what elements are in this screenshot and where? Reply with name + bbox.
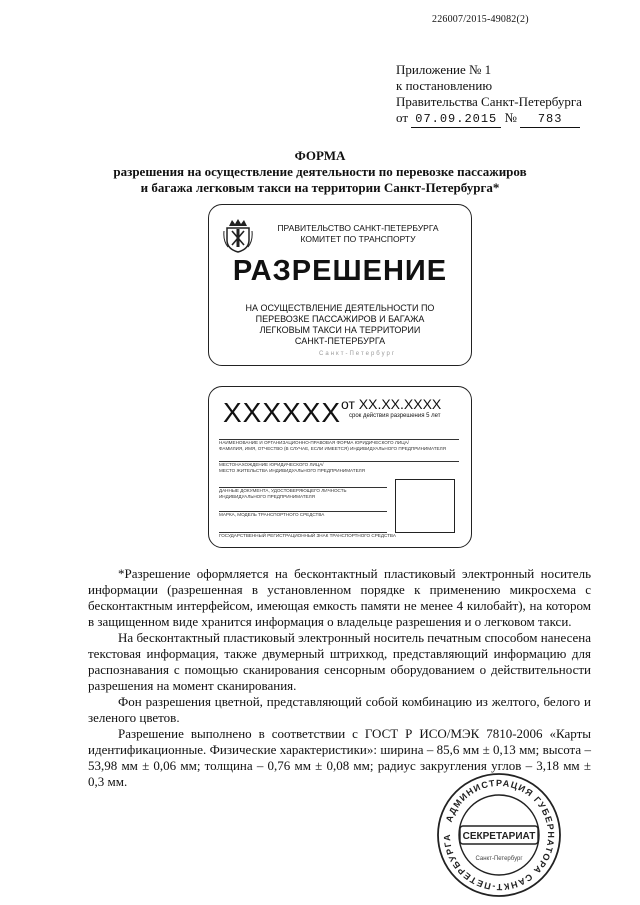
permit-card-front — [208, 204, 472, 366]
permit-desc-line-2: ПЕРЕВОЗКЕ ПАССАЖИРОВ И БАГАЖА — [255, 314, 425, 324]
document-number: 226007/2015-49082(2) — [432, 14, 529, 25]
field-address-line-2: МЕСТО ЖИТЕЛЬСТВА ИНДИВИДУАЛЬНОГО ПРЕДПРИНИМАТЕЛЯ — [219, 467, 365, 473]
field-id-document-line-1: ДАННЫЕ ДОКУМЕНТА, УДОСТОВЕРЯЮЩЕГО ЛИЧНОСТЬ — [219, 488, 347, 493]
appendix-line-3: Правительства Санкт-Петербурга — [396, 94, 582, 109]
coat-of-arms-icon — [223, 217, 253, 253]
form-title: ФОРМА — [294, 148, 346, 163]
permit-desc-line-3: ЛЕГКОВЫМ ТАКСИ НА ТЕРРИТОРИИ — [259, 325, 421, 335]
field-registration-plate: ГОСУДАРСТВЕННЫЙ РЕГИСТРАЦИОННЫЙ ЗНАК ТРАНСПОРТНОГО СРЕДСТВА — [219, 533, 396, 538]
photo-placeholder — [395, 479, 455, 533]
permit-desc-line-1: НА ОСУЩЕСТВЛЕНИЕ ДЕЯТЕЛЬНОСТИ ПО — [245, 303, 435, 313]
official-stamp — [436, 772, 562, 898]
form-subtitle-2: и багажа легковым такси на территории Санкт-Петербурга* — [140, 180, 500, 195]
appendix-date-line — [396, 110, 582, 128]
paragraph-3: Фон разрешения цветной, представляющий собой комбинацию из желтого, белого и зеленого цветов. — [88, 694, 591, 725]
appendix-line-2: к постановлению — [396, 78, 493, 93]
field-holder-name — [219, 440, 446, 451]
validity-period: срок действия разрешения 5 лет — [349, 413, 441, 419]
resolution-number: 783 — [520, 111, 580, 128]
permit-description — [229, 303, 451, 347]
permit-heading: РАЗРЕШЕНИЕ — [232, 255, 448, 287]
appendix-line-1: Приложение № 1 — [396, 62, 492, 77]
issuer-block — [253, 223, 463, 245]
issuer-government: ПРАВИТЕЛЬСТВО САНКТ-ПЕТЕРБУРГА — [277, 223, 439, 233]
stamp-center-text: СЕКРЕТАРИАТ — [462, 831, 536, 842]
stamp-ring-text: АДМИНИСТРАЦИЯ ГУБЕРНАТОРА САНКТ-ПЕТЕРБУРГА — [441, 777, 557, 893]
permit-card-back — [208, 386, 472, 548]
paragraph-4: Разрешение выполнено в соответствии с ГОСТ Р ИСО/МЭК 7810-2006 «Карты идентификационные. Физические характеристики»: ширина – 85,6 мм ± 0,13 мм; высота – 53,98 мм ± 0,06 мм; толщина – 0,76 мм ± 0,08 мм; радиус закругления углов – 3,18 мм ± 0,3 мм. — [88, 726, 591, 789]
field-address — [219, 462, 365, 473]
field-holder-name-line-2: ФАМИЛИЯ, ИМЯ, ОТЧЕСТВО (В СЛУЧАЕ, ЕСЛИ ИМЕЕТСЯ) ИНДИВИДУАЛЬНОГО ПРЕДПРИНИМАТЕЛЯ — [219, 445, 446, 451]
field-vehicle-model: МАРКА, МОДЕЛЬ ТРАНСПОРТНОГО СРЕДСТВА — [219, 512, 325, 517]
field-holder-name-line-1: НАИМЕНОВАНИЕ И ОРГАНИЗАЦИОННО-ПРАВОВАЯ ФОРМА ЮРИДИЧЕСКОГО ЛИЦА/ — [219, 440, 409, 445]
paragraph-1: *Разрешение оформляется на бесконтактный пластиковый электронный носитель информации (разрешенная в установленном порядке к применению микросхема с бесконтактным интерфейсом, имеющая емкость памяти не менее 4 килобайт), на котором в защищенном виде хранится информация о владельце разрешения и о легковом такси. — [88, 566, 591, 629]
from-label: от — [396, 110, 409, 125]
number-label: № — [504, 110, 517, 125]
permit-desc-line-4: САНКТ-ПЕТЕРБУРГА — [294, 336, 386, 346]
body-text — [88, 566, 591, 790]
appendix-block — [396, 62, 582, 128]
form-subtitle-1: разрешения на осуществление деятельности по перевозке пассажиров — [113, 164, 527, 179]
paragraph-2: На бесконтактный пластиковый электронный носитель печатным способом нанесена текстовая информация, также двумерный штрихкод, представляющий информацию для распознавания с помощью сканирования сенсорным оборудованием о действительности разрешения на момент сканирования. — [88, 630, 591, 693]
field-id-document — [219, 488, 347, 499]
field-address-line-1: МЕСТОНАХОЖДЕНИЕ ЮРИДИЧЕСКОГО ЛИЦА/ — [219, 462, 324, 467]
issuer-committee: КОМИТЕТ ПО ТРАНСПОРТУ — [300, 234, 416, 244]
faint-city-text: Санкт-Петербург — [319, 351, 397, 357]
permit-number: XXXXXX — [223, 397, 342, 428]
resolution-date: 07.09.2015 — [411, 111, 501, 128]
field-id-document-line-2: ИНДИВИДУАЛЬНОГО ПРЕДПРИНИМАТЕЛЯ — [219, 493, 315, 499]
stamp-label: Санкт-Петербург — [475, 856, 523, 862]
permit-date: от XX.XX.XXXX — [341, 396, 442, 412]
